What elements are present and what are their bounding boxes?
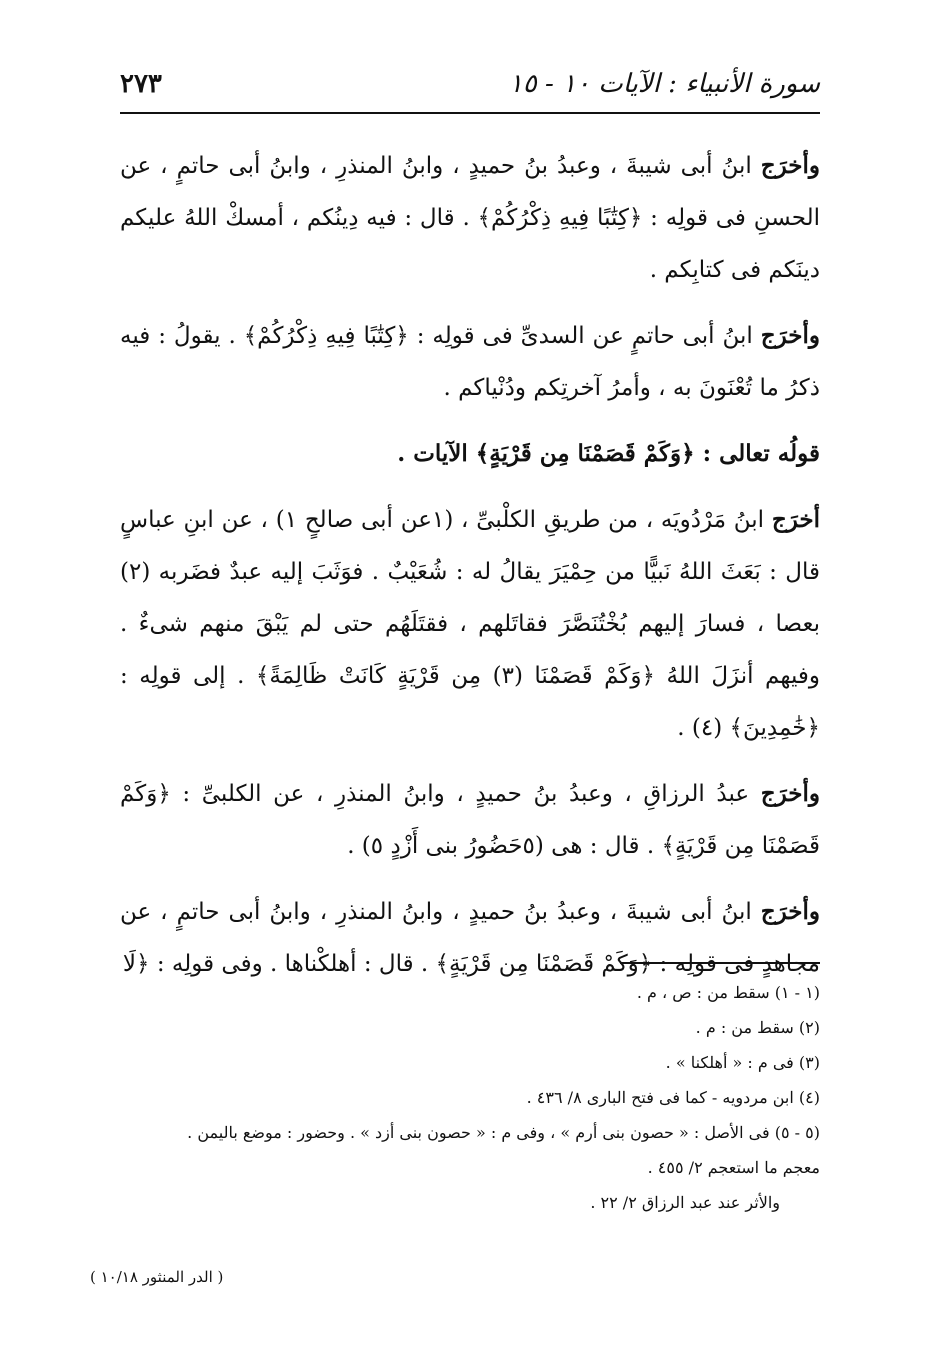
footnotes [120,975,820,1220]
page-header [120,62,820,106]
paragraph-text: عبدُ الرزاقِ ، وعبدُ بنُ حميدٍ ، وابنُ المنذرِ ، عن الكلبىِّ : ﴿وَكَمْ قَصَمْنَا مِن قَرْيَةٍ﴾ . قال : هى (٥حَضُورُ بنى أَزْدٍ ٥) . [120,781,820,859]
heading-verse: ﴿وَكَمْ قَصَمْنَا مِن قَرْيَةٍ﴾ الآيات . [397,440,703,467]
paragraph-text: ابنُ مَرْدُويَه ، من طريقِ الكلْبىِّ ، (١عن أبى صالحٍ ١) ، عن ابنِ عباسٍ قال : بَعَثَ اللهُ نَبيًّا من حِمْيَرَ يقالُ له : شُعَيْبٌ . فوَثَبَ إليه عبدٌ فضَربه (٢) بعصا ، فسارَ إليهم بُخْتُنَصَّرَ فقاتَلهم ، فقتَلَهُم حتى لم يَبْقَ منهم شىءٌ . وفيهم أنزَلَ اللهُ ﴿وَكَمْ قَصَمْنَا (٣) مِن قَرْيَةٍ كَانَتْ ظَالِمَةً﴾ . إلى قولِه : ﴿خَٰمِدِينَ﴾ (٤) . [120,507,821,741]
paragraph [120,140,820,296]
paragraph [120,310,820,414]
paragraph-text: ابنُ أبى حاتمٍ عن السدىِّ فى قولِه : ﴿كِتَٰبًا فِيهِ ذِكْرُكُمْ﴾ . يقولُ : فيه ذكرُ ما تُعْنَونَ به ، وأمرُ آخرتِكم ودُنْياكم . [120,323,820,401]
footnote: (١ - ١) سقط من : ص ، م . [636,983,820,1002]
footnote-continuation: والأثر عند عبد الرزاق ٢/ ٢٢ . [590,1193,780,1212]
paragraph [120,768,820,872]
paragraph-text: ابنُ أبى شيبةَ ، وعبدُ بنُ حميدٍ ، وابنُ المنذرِ ، وابنُ أبى حاتمٍ ، عن الحسنِ فى قولِه : ﴿كِتَٰبًا فِيهِ ذِكْرُكُمْ﴾ . قال : فيه دِينُكم ، أمسكْ اللهُ عليكم دينَكم فى كتابِكم . [120,153,820,283]
main-text [120,140,820,1004]
source-reference: ( الدر المنثور ١٠/١٨ ) [90,1268,224,1286]
paragraph [120,494,820,754]
paragraph-lead: وأخرَج [760,322,820,349]
header-rule [120,112,820,114]
footnote-rule [620,962,820,964]
footnote: (٥ - ٥) فى الأصل : « حصون بنى أرم » ، وفى م : « حصون بنى أزد » . وحضور : موضع باليمن . [187,1123,820,1142]
paragraph-lead: وأخرَج [760,780,820,807]
paragraph-lead: أخرَج [771,506,820,533]
page-number: ٢٧٣ [120,69,162,99]
footnote: (٢) سقط من : م . [695,1018,820,1037]
paragraph-text: ابنُ أبى شيبةَ ، وعبدُ بنُ حميدٍ ، وابنُ المنذرِ ، وابنُ أبى حاتمٍ ، عن مجاهدٍ فى قولِه : ﴿وَكَمْ قَصَمْنَا مِن قَرْيَةٍ﴾ . قال : أهلكْناها . وفى قولِه : ﴿لَا [120,899,820,977]
paragraph-lead: وأخرَج [760,898,820,925]
paragraph-lead: وأخرَج [760,152,820,179]
running-title: سورة الأنبياء : الآيات ١٠ - ١٥ [508,69,820,99]
footnote: (٤) ابن مردويه - كما فى فتح البارى ٨/ ٤٣٦ . [526,1088,820,1107]
heading-lead: قولُه تعالى : [702,440,820,467]
section-heading [120,428,820,480]
footnote: (٣) فى م : « أهلكنا » . [665,1053,820,1072]
footnote-continuation: معجم ما استعجم ٢/ ٤٥٥ . [647,1158,820,1177]
